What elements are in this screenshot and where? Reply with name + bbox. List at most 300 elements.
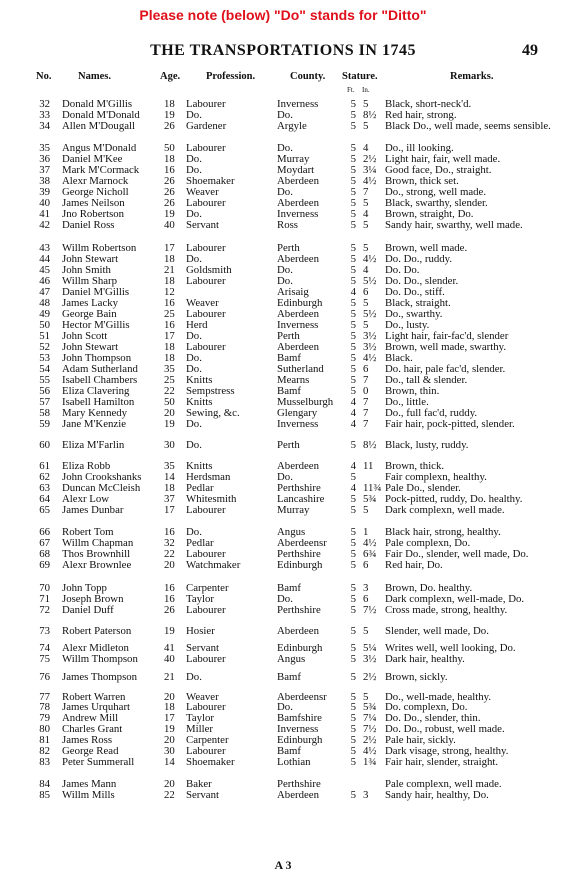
cell-name: James Lacky — [62, 297, 119, 309]
cell-age: 21 — [164, 671, 175, 683]
cell-prof: Knitts — [186, 374, 213, 386]
cell-prof: Sewing, &c. — [186, 407, 240, 419]
cell-ft: 5 — [350, 175, 356, 187]
cell-prof: Do. — [186, 439, 202, 451]
cell-rem: Light hair, fair, well made. — [385, 153, 501, 165]
cell-age: 35 — [164, 363, 175, 375]
cell-name: Charles Grant — [62, 723, 123, 735]
cell-in: 5½ — [363, 275, 377, 287]
cell-no: 42 — [39, 219, 50, 231]
cell-age: 40 — [164, 219, 175, 231]
cell-age: 19 — [164, 723, 175, 735]
cell-ft: 5 — [350, 789, 356, 801]
cell-name: Angus M'Donald — [62, 142, 137, 154]
cell-in: 8½ — [363, 109, 377, 121]
cell-in: 5¼ — [363, 642, 377, 654]
cell-ft: 5 — [350, 604, 356, 616]
cell-no: 59 — [39, 418, 50, 430]
cell-rem: Cross made, strong, healthy. — [385, 604, 508, 616]
cell-no: 72 — [39, 604, 50, 616]
cell-no: 67 — [39, 537, 50, 549]
cell-name: Isabell Hamilton — [62, 396, 135, 408]
cell-name: James Ross — [62, 734, 113, 746]
cell-no: 76 — [39, 671, 50, 683]
cell-rem: Pale complexn, well made. — [385, 778, 502, 790]
cell-age: 30 — [164, 745, 175, 757]
cell-name: Daniel M'Kee — [62, 153, 123, 165]
cell-no: 39 — [39, 186, 50, 198]
cell-rem: Slender, well made, Do. — [385, 625, 489, 637]
cell-county: Do. — [277, 142, 293, 154]
cell-county: Aberdeen — [277, 197, 319, 209]
cell-age: 12 — [164, 286, 175, 298]
cell-no: 36 — [39, 153, 50, 165]
cell-county: Inverness — [277, 208, 319, 220]
cell-age: 19 — [164, 418, 175, 430]
cell-age: 18 — [164, 701, 175, 713]
cell-in: 7½ — [363, 604, 377, 616]
cell-ft: 5 — [350, 593, 356, 605]
cell-age: 16 — [164, 297, 175, 309]
cell-in: 6 — [363, 593, 369, 605]
cell-no: 38 — [39, 175, 50, 187]
cell-no: 85 — [39, 789, 50, 801]
cell-in: 0 — [363, 385, 369, 397]
cell-county: Inverness — [277, 418, 319, 430]
cell-county: Edinburgh — [277, 642, 323, 654]
cell-prof: Do. — [186, 526, 202, 538]
cell-no: 80 — [39, 723, 50, 735]
cell-rem: Brown, well made, swarthy. — [385, 341, 507, 353]
cell-ft: 5 — [350, 319, 356, 331]
cell-in: 5 — [363, 242, 369, 254]
cell-rem: Brown, thick set. — [385, 175, 459, 187]
cell-in: 5½ — [363, 308, 377, 320]
cell-name: John Stewart — [62, 253, 119, 265]
cell-prof: Labourer — [186, 275, 226, 287]
cell-prof: Herdsman — [186, 471, 231, 483]
cell-name: Eliza Robb — [62, 460, 111, 472]
cell-county: Arisaig — [277, 286, 309, 298]
cell-in: 7¼ — [363, 712, 377, 724]
cell-county: Perthshire — [277, 548, 321, 560]
cell-age: 41 — [164, 642, 175, 654]
cell-prof: Labourer — [186, 341, 226, 353]
cell-prof: Whitesmith — [186, 493, 237, 505]
cell-county: Lothian — [277, 756, 311, 768]
cell-name: Adam Sutherland — [62, 363, 138, 375]
cell-county: Edinburgh — [277, 297, 323, 309]
cell-age: 21 — [164, 264, 175, 276]
cell-county: Bamf — [277, 352, 301, 364]
cell-prof: Do. — [186, 352, 202, 364]
cell-name: Alexr Low — [62, 493, 110, 505]
cell-in: 5¾ — [363, 493, 377, 505]
cell-no: 45 — [39, 264, 50, 276]
cell-no: 57 — [39, 396, 50, 408]
cell-county: Argyle — [277, 120, 307, 132]
cell-name: Daniel Ross — [62, 219, 115, 231]
cell-rem: Do. complexn, Do. — [385, 701, 468, 713]
cell-no: 50 — [39, 319, 50, 331]
cell-county: Aberdeen — [277, 341, 319, 353]
cell-age: 26 — [164, 120, 175, 132]
cell-no: 47 — [39, 286, 50, 298]
cell-age: 19 — [164, 109, 175, 121]
cell-prof: Knitts — [186, 460, 213, 472]
cell-in: 5 — [363, 219, 369, 231]
cell-ft: 5 — [350, 559, 356, 571]
cell-age: 19 — [164, 625, 175, 637]
cell-rem: Pale complexn, Do. — [385, 537, 471, 549]
cell-county: Do. — [277, 275, 293, 287]
cell-ft: 5 — [350, 264, 356, 276]
cell-rem: Do., ill looking. — [385, 142, 454, 154]
cell-in: 5¾ — [363, 701, 377, 713]
header-ft: Ft. — [347, 86, 355, 94]
cell-prof: Carpenter — [186, 582, 229, 594]
cell-in: 4 — [363, 142, 369, 154]
cell-prof: Labourer — [186, 745, 226, 757]
cell-no: 65 — [39, 504, 50, 516]
cell-no: 56 — [39, 385, 50, 397]
cell-in: 5 — [363, 120, 369, 132]
cell-in: 7½ — [363, 723, 377, 735]
cell-no: 84 — [39, 778, 50, 790]
cell-prof: Labourer — [186, 142, 226, 154]
cell-age: 25 — [164, 374, 175, 386]
cell-rem: Black, straight. — [385, 297, 451, 309]
cell-prof: Labourer — [186, 548, 226, 560]
cell-name: Willm Mills — [62, 789, 115, 801]
cell-rem: Good face, Do., straight. — [385, 164, 492, 176]
cell-in: 2½ — [363, 153, 377, 165]
cell-in: 2½ — [363, 734, 377, 746]
cell-ft: 5 — [350, 219, 356, 231]
cell-county: Bamf — [277, 745, 301, 757]
cell-age: 22 — [164, 385, 175, 397]
cell-ft: 5 — [350, 297, 356, 309]
cell-prof: Weaver — [186, 297, 219, 309]
cell-ft: 4 — [350, 407, 356, 419]
cell-ft: 5 — [350, 723, 356, 735]
cell-no: 52 — [39, 341, 50, 353]
cell-name: Eliza M'Farlin — [62, 439, 125, 451]
cell-name: Mark M'Cormack — [62, 164, 140, 176]
cell-prof: Do. — [186, 671, 202, 683]
cell-county: Mearns — [277, 374, 310, 386]
cell-ft: 5 — [350, 109, 356, 121]
cell-no: 41 — [39, 208, 50, 220]
cell-county: Do. — [277, 186, 293, 198]
cell-no: 49 — [39, 308, 50, 320]
cell-ft: 5 — [350, 186, 356, 198]
header-county: County. — [290, 71, 326, 82]
cell-rem: Dark complexn, well-made, Do. — [385, 593, 525, 605]
cell-prof: Servant — [186, 219, 219, 231]
cell-age: 16 — [164, 164, 175, 176]
cell-rem: Brown, sickly. — [385, 671, 448, 683]
cell-prof: Taylor — [186, 593, 215, 605]
cell-rem: Brown, well made. — [385, 242, 468, 254]
cell-rem: Sandy hair, swarthy, well made. — [385, 219, 523, 231]
cell-no: 83 — [39, 756, 50, 768]
cell-ft: 5 — [350, 756, 356, 768]
cell-ft: 5 — [350, 275, 356, 287]
cell-no: 46 — [39, 275, 50, 287]
cell-name: Willm Robertson — [62, 242, 137, 254]
cell-prof: Labourer — [186, 604, 226, 616]
page-footer: A 3 — [274, 858, 292, 872]
cell-no: 82 — [39, 745, 50, 757]
cell-age: 20 — [164, 778, 175, 790]
cell-age: 20 — [164, 559, 175, 571]
cell-county: Lancashire — [277, 493, 325, 505]
cell-ft: 4 — [350, 482, 356, 494]
cell-rem: Do. Do. — [385, 264, 420, 276]
cell-rem: Dark hair, healthy. — [385, 653, 465, 665]
cell-age: 18 — [164, 482, 175, 494]
cell-ft: 4 — [350, 460, 356, 472]
cell-prof: Labourer — [186, 701, 226, 713]
cell-no: 69 — [39, 559, 50, 571]
cell-in: 6 — [363, 363, 369, 375]
cell-ft: 5 — [350, 526, 356, 538]
cell-prof: Weaver — [186, 186, 219, 198]
cell-in: 7 — [363, 374, 369, 386]
cell-prof: Baker — [186, 778, 212, 790]
cell-rem: Do. Do., slender, thin. — [385, 712, 481, 724]
header-in: In. — [362, 86, 370, 94]
cell-in: 4 — [363, 264, 369, 276]
cell-age: 16 — [164, 319, 175, 331]
cell-in: 2½ — [363, 671, 377, 683]
cell-county: Bamf — [277, 385, 301, 397]
cell-prof: Do. — [186, 109, 202, 121]
cell-in: 7 — [363, 186, 369, 198]
cell-no: 35 — [39, 142, 50, 154]
cell-prof: Do. — [186, 164, 202, 176]
cell-age: 20 — [164, 691, 175, 703]
cell-no: 74 — [39, 642, 50, 654]
cell-in: 5 — [363, 691, 369, 703]
cell-age: 22 — [164, 789, 175, 801]
cell-county: Angus — [277, 653, 306, 665]
cell-ft: 5 — [350, 352, 356, 364]
cell-no: 51 — [39, 330, 50, 342]
cell-age: 30 — [164, 439, 175, 451]
cell-ft: 4 — [350, 418, 356, 430]
cell-name: James Urquhart — [62, 701, 131, 713]
cell-ft: 5 — [350, 671, 356, 683]
cell-age: 16 — [164, 582, 175, 594]
cell-in: 7 — [363, 396, 369, 408]
cell-prof: Labourer — [186, 197, 226, 209]
cell-no: 32 — [39, 98, 50, 110]
cell-in: 8½ — [363, 439, 377, 451]
cell-rem: Pock-pitted, ruddy, Do. healthy. — [385, 493, 523, 505]
cell-county: Do. — [277, 109, 293, 121]
cell-name: Robert Tom — [62, 526, 114, 538]
cell-prof: Hosier — [186, 625, 215, 637]
cell-in: 1¾ — [363, 756, 377, 768]
cell-rem: Do., swarthy. — [385, 308, 443, 320]
cell-no: 54 — [39, 363, 50, 375]
cell-in: 5 — [363, 197, 369, 209]
cell-rem: Black, lusty, ruddy. — [385, 439, 469, 451]
cell-ft: 5 — [350, 153, 356, 165]
cell-county: Aberdeen — [277, 253, 319, 265]
cell-name: Isabell Chambers — [62, 374, 138, 386]
cell-prof: Servant — [186, 642, 219, 654]
cell-ft: 5 — [350, 385, 356, 397]
cell-ft: 5 — [350, 308, 356, 320]
cell-prof: Sempstress — [186, 385, 235, 397]
cell-rem: Light hair, fair-fac'd, slender — [385, 330, 509, 342]
cell-age: 25 — [164, 308, 175, 320]
cell-prof: Herd — [186, 319, 208, 331]
cell-age: 17 — [164, 504, 175, 516]
cell-in: 5 — [363, 319, 369, 331]
cell-no: 68 — [39, 548, 50, 560]
cell-ft: 5 — [350, 691, 356, 703]
cell-age: 26 — [164, 604, 175, 616]
cell-rem: Do. hair, pale fac'd, slender. — [385, 363, 506, 375]
cell-prof: Do. — [186, 253, 202, 265]
cell-age: 14 — [164, 471, 175, 483]
cell-county: Aberdeensr — [277, 691, 327, 703]
cell-no: 73 — [39, 625, 50, 637]
cell-ft: 5 — [350, 471, 356, 483]
cell-no: 66 — [39, 526, 50, 538]
cell-county: Inverness — [277, 98, 319, 110]
cell-age: 16 — [164, 526, 175, 538]
cell-rem: Do., tall & slender. — [385, 374, 468, 386]
cell-in: 6¾ — [363, 548, 377, 560]
cell-ft: 5 — [350, 734, 356, 746]
cell-ft: 5 — [350, 363, 356, 375]
cell-age: 20 — [164, 734, 175, 746]
cell-county: Angus — [277, 526, 306, 538]
cell-no: 75 — [39, 653, 50, 665]
cell-ft: 5 — [350, 120, 356, 132]
cell-rem: Pale hair, sickly. — [385, 734, 456, 746]
cell-in: 3½ — [363, 341, 377, 353]
cell-in: 5 — [363, 297, 369, 309]
cell-county: Edinburgh — [277, 559, 323, 571]
cell-name: George Bain — [62, 308, 117, 320]
cell-rem: Do. Do., robust, well made. — [385, 723, 505, 735]
cell-prof: Labourer — [186, 308, 226, 320]
header-profession: Profession. — [206, 71, 256, 82]
cell-rem: Do., strong, well made. — [385, 186, 487, 198]
cell-name: James Dunbar — [62, 504, 124, 516]
cell-rem: Do. Do., slender. — [385, 275, 459, 287]
cell-rem: Brown, thin. — [385, 385, 440, 397]
cell-in: 4½ — [363, 175, 377, 187]
cell-in: 5 — [363, 504, 369, 516]
cell-prof: Miller — [186, 723, 213, 735]
cell-ft: 4 — [350, 286, 356, 298]
cell-no: 44 — [39, 253, 50, 265]
cell-rem: Black, short-neck'd. — [385, 98, 472, 110]
cell-age: 26 — [164, 175, 175, 187]
cell-no: 77 — [39, 691, 50, 703]
cell-ft: 5 — [350, 197, 356, 209]
cell-ft: 5 — [350, 642, 356, 654]
header-stature: Stature. — [342, 71, 378, 82]
cell-name: George Read — [62, 745, 119, 757]
cell-in: 3¼ — [363, 164, 377, 176]
cell-age: 14 — [164, 756, 175, 768]
cell-rem: Writes well, well looking, Do. — [385, 642, 516, 654]
cell-in: 7 — [363, 407, 369, 419]
cell-age: 50 — [164, 396, 175, 408]
cell-name: Willm Chapman — [62, 537, 134, 549]
cell-county: Moydart — [277, 164, 315, 176]
cell-ft: 5 — [350, 493, 356, 505]
cell-in: 3½ — [363, 653, 377, 665]
cell-ft: 5 — [350, 712, 356, 724]
cell-county: Edinburgh — [277, 734, 323, 746]
cell-name: Hector M'Gillis — [62, 319, 130, 331]
cell-name: Willm Thompson — [62, 653, 138, 665]
cell-ft: 5 — [350, 439, 356, 451]
cell-rem: Do. Do., ruddy. — [385, 253, 453, 265]
cell-rem: Do., little. — [385, 396, 429, 408]
cell-prof: Do. — [186, 418, 202, 430]
cell-age: 17 — [164, 330, 175, 342]
cell-prof: Pedlar — [186, 537, 214, 549]
cell-rem: Fair hair, pock-pitted, slender. — [385, 418, 515, 430]
cell-prof: Gardener — [186, 120, 227, 132]
cell-age: 18 — [164, 341, 175, 353]
cell-no: 62 — [39, 471, 50, 483]
cell-ft: 5 — [350, 164, 356, 176]
cell-prof: Weaver — [186, 691, 219, 703]
cell-name: Willm Sharp — [62, 275, 118, 287]
cell-age: 22 — [164, 548, 175, 560]
cell-county: Bamf — [277, 671, 301, 683]
cell-name: Mary Kennedy — [62, 407, 128, 419]
cell-name: Duncan McCleish — [62, 482, 141, 494]
cell-ft: 5 — [350, 745, 356, 757]
cell-name: Jno Robertson — [62, 208, 125, 220]
cell-name: John Thompson — [62, 352, 132, 364]
cell-prof: Pedlar — [186, 482, 214, 494]
cell-county: Sutherland — [277, 363, 324, 375]
cell-prof: Labourer — [186, 242, 226, 254]
cell-rem: Red hair, Do. — [385, 559, 443, 571]
cell-in: 11 — [363, 460, 374, 472]
cell-name: Alexr Brownlee — [62, 559, 132, 571]
cell-name: John Stewart — [62, 341, 119, 353]
cell-in: 5 — [363, 625, 369, 637]
cell-county: Bamf — [277, 582, 301, 594]
cell-ft: 5 — [350, 253, 356, 265]
cell-in: 3½ — [363, 330, 377, 342]
cell-age: 20 — [164, 407, 175, 419]
cell-county: Perthshire — [277, 482, 321, 494]
cell-county: Inverness — [277, 319, 319, 331]
header-age: Age. — [160, 71, 181, 82]
cell-no: 61 — [39, 460, 50, 472]
header-remarks: Remarks. — [450, 71, 494, 82]
cell-age: 17 — [164, 242, 175, 254]
cell-age: 18 — [164, 153, 175, 165]
cell-no: 53 — [39, 352, 50, 364]
cell-age: 35 — [164, 460, 175, 472]
